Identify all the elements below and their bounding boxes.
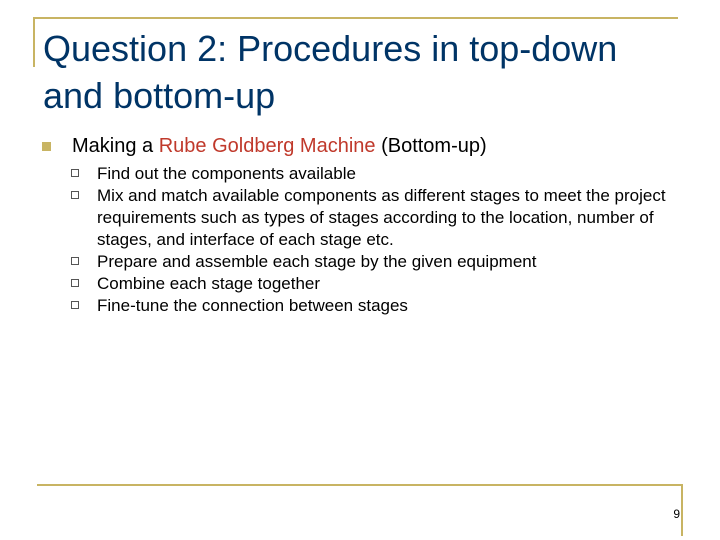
top-rule	[33, 17, 678, 19]
page-number: 9	[673, 507, 680, 521]
slide-title: Question 2: Procedures in top-down and bottom-up	[43, 28, 618, 116]
subbullet-item	[97, 273, 687, 295]
bullet-highlight: Rube Goldberg Machine	[158, 135, 376, 157]
subbullet-item	[97, 185, 687, 251]
subbullet-text: Mix and match available components as different stages to meet the project requirements such as types of stages according to the location, number of stages, and interface of each stage etc.	[97, 186, 666, 249]
bullet-suffix: (Bottom-up)	[375, 135, 487, 157]
subbullet-list	[97, 163, 687, 317]
main-bullet	[72, 132, 692, 160]
subbullet-item	[97, 295, 687, 317]
square-bullet-icon	[42, 142, 51, 151]
bottom-rule	[37, 484, 682, 486]
checkbox-bullet-icon	[71, 279, 79, 287]
checkbox-bullet-icon	[71, 191, 79, 199]
checkbox-bullet-icon	[71, 257, 79, 265]
left-rule	[33, 17, 35, 67]
right-rule	[681, 484, 683, 536]
subbullet-item	[97, 163, 687, 185]
checkbox-bullet-icon	[71, 301, 79, 309]
subbullet-item	[97, 251, 687, 273]
checkbox-bullet-icon	[71, 169, 79, 177]
bullet-prefix: Making a	[72, 135, 159, 157]
subbullet-text: Find out the components available	[97, 164, 356, 183]
subbullet-text: Combine each stage together	[97, 274, 321, 293]
subbullet-text: Fine-tune the connection between stages	[97, 296, 408, 315]
subbullet-text: Prepare and assemble each stage by the given equipment	[97, 252, 537, 271]
